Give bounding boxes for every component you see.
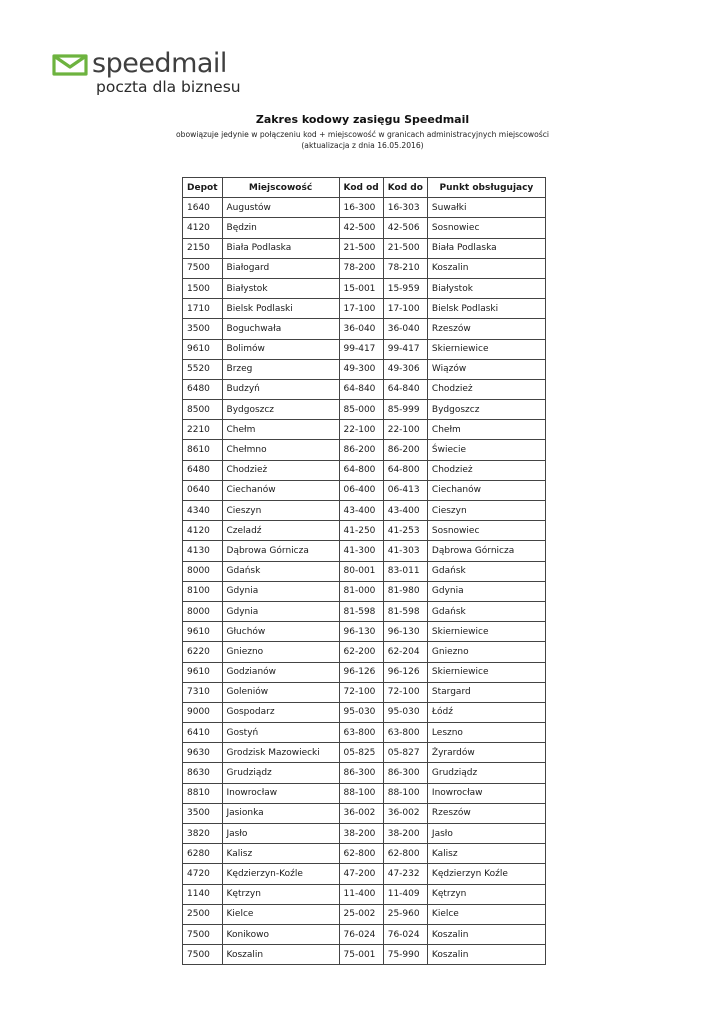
column-header-depot: Depot	[183, 178, 223, 198]
column-header-service-point: Punkt obsługujacy	[427, 178, 545, 198]
column-header-code-to: Kod do	[383, 178, 427, 198]
table-row	[183, 379, 546, 399]
code-to-cell: 43-400	[383, 501, 427, 521]
table-row	[183, 299, 546, 319]
city-cell: Bydgoszcz	[222, 400, 339, 420]
code-from-cell: 86-200	[339, 440, 383, 460]
service-point-cell: Wiązów	[427, 359, 545, 379]
code-from-cell: 25-002	[339, 904, 383, 924]
depot-cell: 6480	[183, 460, 223, 480]
city-cell: Gniezno	[222, 642, 339, 662]
code-from-cell: 81-598	[339, 601, 383, 621]
service-point-cell: Grudziądz	[427, 763, 545, 783]
code-to-cell: 49-306	[383, 359, 427, 379]
service-point-cell: Koszalin	[427, 924, 545, 944]
depot-cell: 4120	[183, 218, 223, 238]
table-row	[183, 278, 546, 298]
code-to-cell: 62-800	[383, 844, 427, 864]
table-row	[183, 198, 546, 218]
logo-tagline: poczta dla biznesu	[96, 78, 241, 96]
depot-cell: 9610	[183, 662, 223, 682]
service-point-cell: Sosnowiec	[427, 218, 545, 238]
table-row	[183, 824, 546, 844]
depot-cell: 7500	[183, 924, 223, 944]
code-from-cell: 47-200	[339, 864, 383, 884]
service-point-cell: Cieszyn	[427, 501, 545, 521]
code-to-cell: 64-800	[383, 460, 427, 480]
service-point-cell: Leszno	[427, 723, 545, 743]
update-date-note: (aktualizacja z dnia 16.05.2016)	[301, 141, 424, 150]
code-to-cell: 96-130	[383, 622, 427, 642]
table-row	[183, 662, 546, 682]
city-cell: Inowrocław	[222, 783, 339, 803]
depot-cell: 3820	[183, 824, 223, 844]
city-cell: Gostyń	[222, 723, 339, 743]
city-cell: Gdynia	[222, 581, 339, 601]
table-row	[183, 904, 546, 924]
table-row	[183, 440, 546, 460]
city-cell: Kielce	[222, 904, 339, 924]
service-point-cell: Dąbrowa Górnicza	[427, 541, 545, 561]
table-body	[183, 198, 546, 965]
table-row	[183, 601, 546, 621]
service-point-cell: Białystok	[427, 278, 545, 298]
code-from-cell: 49-300	[339, 359, 383, 379]
table-row	[183, 561, 546, 581]
city-cell: Grodzisk Mazowiecki	[222, 743, 339, 763]
depot-cell: 9610	[183, 622, 223, 642]
city-cell: Gdynia	[222, 601, 339, 621]
service-point-cell: Biała Podlaska	[427, 238, 545, 258]
table-row	[183, 642, 546, 662]
service-point-cell: Chodzież	[427, 379, 545, 399]
service-point-cell: Kielce	[427, 904, 545, 924]
code-to-cell: 63-800	[383, 723, 427, 743]
column-header-city: Miejscowość	[222, 178, 339, 198]
code-to-cell: 75-990	[383, 945, 427, 965]
service-point-cell: Koszalin	[427, 945, 545, 965]
table-row	[183, 803, 546, 823]
depot-cell: 7500	[183, 945, 223, 965]
depot-cell: 1500	[183, 278, 223, 298]
code-to-cell: 41-253	[383, 521, 427, 541]
code-from-cell: 62-200	[339, 642, 383, 662]
code-from-cell: 78-200	[339, 258, 383, 278]
code-from-cell: 41-250	[339, 521, 383, 541]
service-point-cell: Gdańsk	[427, 561, 545, 581]
city-cell: Chełm	[222, 420, 339, 440]
table-row	[183, 743, 546, 763]
depot-cell: 1710	[183, 299, 223, 319]
table-row	[183, 319, 546, 339]
table-header-row	[183, 178, 546, 198]
city-cell: Będzin	[222, 218, 339, 238]
service-point-cell: Kętrzyn	[427, 884, 545, 904]
service-point-cell: Świecie	[427, 440, 545, 460]
service-point-cell: Gdańsk	[427, 601, 545, 621]
code-to-cell: 17-100	[383, 299, 427, 319]
code-to-cell: 41-303	[383, 541, 427, 561]
code-from-cell: 76-024	[339, 924, 383, 944]
depot-cell: 8000	[183, 561, 223, 581]
code-to-cell: 99-417	[383, 339, 427, 359]
code-to-cell: 36-040	[383, 319, 427, 339]
table-row	[183, 400, 546, 420]
depot-cell: 2500	[183, 904, 223, 924]
code-to-cell: 15-959	[383, 278, 427, 298]
city-cell: Gdańsk	[222, 561, 339, 581]
code-from-cell: 86-300	[339, 763, 383, 783]
city-cell: Konikowo	[222, 924, 339, 944]
code-to-cell: 21-500	[383, 238, 427, 258]
city-cell: Boguchwała	[222, 319, 339, 339]
depot-cell: 9000	[183, 702, 223, 722]
depot-cell: 1140	[183, 884, 223, 904]
city-cell: Chełmno	[222, 440, 339, 460]
table-row	[183, 763, 546, 783]
service-point-cell: Inowrocław	[427, 783, 545, 803]
code-from-cell: 15-001	[339, 278, 383, 298]
service-point-cell: Rzeszów	[427, 803, 545, 823]
table-row	[183, 844, 546, 864]
city-cell: Chodzież	[222, 460, 339, 480]
depot-cell: 8630	[183, 763, 223, 783]
code-to-cell: 42-506	[383, 218, 427, 238]
city-cell: Czeladź	[222, 521, 339, 541]
city-cell: Białystok	[222, 278, 339, 298]
city-cell: Biała Podlaska	[222, 238, 339, 258]
code-from-cell: 99-417	[339, 339, 383, 359]
code-from-cell: 11-400	[339, 884, 383, 904]
code-from-cell: 81-000	[339, 581, 383, 601]
code-to-cell: 76-024	[383, 924, 427, 944]
table-row	[183, 501, 546, 521]
depot-cell: 4120	[183, 521, 223, 541]
logo-wordmark: speedmail	[92, 48, 227, 79]
service-point-cell: Ciechanów	[427, 480, 545, 500]
code-to-cell: 81-598	[383, 601, 427, 621]
service-point-cell: Bydgoszcz	[427, 400, 545, 420]
depot-cell: 6410	[183, 723, 223, 743]
code-from-cell: 43-400	[339, 501, 383, 521]
service-point-cell: Chodzież	[427, 460, 545, 480]
code-from-cell: 88-100	[339, 783, 383, 803]
column-header-code-from: Kod od	[339, 178, 383, 198]
city-cell: Goleniów	[222, 682, 339, 702]
document-heading	[0, 113, 725, 151]
code-to-cell: 36-002	[383, 803, 427, 823]
code-to-cell: 83-011	[383, 561, 427, 581]
service-point-cell: Bielsk Podlaski	[427, 299, 545, 319]
table-row	[183, 682, 546, 702]
depot-cell: 3500	[183, 319, 223, 339]
depot-cell: 0640	[183, 480, 223, 500]
depot-cell: 4720	[183, 864, 223, 884]
city-cell: Kętrzyn	[222, 884, 339, 904]
service-point-cell: Koszalin	[427, 258, 545, 278]
table-row	[183, 622, 546, 642]
table-row	[183, 420, 546, 440]
code-to-cell: 86-300	[383, 763, 427, 783]
city-cell: Jasionka	[222, 803, 339, 823]
depot-cell: 4340	[183, 501, 223, 521]
service-point-cell: Kędzierzyn Koźle	[427, 864, 545, 884]
service-point-cell: Skierniewice	[427, 339, 545, 359]
table-row	[183, 884, 546, 904]
code-to-cell: 05-827	[383, 743, 427, 763]
table-row	[183, 238, 546, 258]
table-row	[183, 581, 546, 601]
code-to-cell: 86-200	[383, 440, 427, 460]
depot-cell: 6480	[183, 379, 223, 399]
table-row	[183, 460, 546, 480]
code-from-cell: 96-130	[339, 622, 383, 642]
depot-cell: 7310	[183, 682, 223, 702]
document-title: Zakres kodowy zasięgu Speedmail	[255, 113, 470, 126]
depot-cell: 6220	[183, 642, 223, 662]
code-from-cell: 16-300	[339, 198, 383, 218]
code-from-cell: 64-800	[339, 460, 383, 480]
code-from-cell: 05-825	[339, 743, 383, 763]
table-row	[183, 218, 546, 238]
table-row	[183, 359, 546, 379]
depot-cell: 2210	[183, 420, 223, 440]
depot-cell: 9610	[183, 339, 223, 359]
table-row	[183, 945, 546, 965]
depot-cell: 5520	[183, 359, 223, 379]
service-point-cell: Skierniewice	[427, 662, 545, 682]
city-cell: Koszalin	[222, 945, 339, 965]
speedmail-logo	[52, 48, 252, 98]
table-row	[183, 541, 546, 561]
code-from-cell: 41-300	[339, 541, 383, 561]
city-cell: Ciechanów	[222, 480, 339, 500]
code-to-cell: 95-030	[383, 702, 427, 722]
code-to-cell: 85-999	[383, 400, 427, 420]
depot-cell: 3500	[183, 803, 223, 823]
city-cell: Jasło	[222, 824, 339, 844]
table-row	[183, 521, 546, 541]
code-from-cell: 63-800	[339, 723, 383, 743]
service-point-cell: Stargard	[427, 682, 545, 702]
table-row	[183, 480, 546, 500]
city-cell: Kędzierzyn-Koźle	[222, 864, 339, 884]
city-cell: Gospodarz	[222, 702, 339, 722]
code-from-cell: 42-500	[339, 218, 383, 238]
city-cell: Głuchów	[222, 622, 339, 642]
depot-cell: 4130	[183, 541, 223, 561]
code-from-cell: 06-400	[339, 480, 383, 500]
table-row	[183, 702, 546, 722]
code-from-cell: 38-200	[339, 824, 383, 844]
postal-code-table	[182, 177, 546, 965]
table-row	[183, 258, 546, 278]
city-cell: Cieszyn	[222, 501, 339, 521]
code-from-cell: 21-500	[339, 238, 383, 258]
depot-cell: 8500	[183, 400, 223, 420]
service-point-cell: Żyrardów	[427, 743, 545, 763]
depot-cell: 8000	[183, 601, 223, 621]
city-cell: Budzyń	[222, 379, 339, 399]
service-point-cell: Kalisz	[427, 844, 545, 864]
code-to-cell: 81-980	[383, 581, 427, 601]
code-from-cell: 96-126	[339, 662, 383, 682]
code-to-cell: 64-840	[383, 379, 427, 399]
depot-cell: 6280	[183, 844, 223, 864]
code-to-cell: 06-413	[383, 480, 427, 500]
city-cell: Dąbrowa Górnicza	[222, 541, 339, 561]
table-row	[183, 924, 546, 944]
code-from-cell: 64-840	[339, 379, 383, 399]
code-from-cell: 80-001	[339, 561, 383, 581]
code-to-cell: 72-100	[383, 682, 427, 702]
table-row	[183, 339, 546, 359]
code-from-cell: 17-100	[339, 299, 383, 319]
depot-cell: 8810	[183, 783, 223, 803]
depot-cell: 9630	[183, 743, 223, 763]
city-cell: Godzianów	[222, 662, 339, 682]
city-cell: Białogard	[222, 258, 339, 278]
code-to-cell: 16-303	[383, 198, 427, 218]
depot-cell: 8100	[183, 581, 223, 601]
code-from-cell: 36-002	[339, 803, 383, 823]
city-cell: Bielsk Podlaski	[222, 299, 339, 319]
city-cell: Augustów	[222, 198, 339, 218]
code-from-cell: 62-800	[339, 844, 383, 864]
code-from-cell: 85-000	[339, 400, 383, 420]
code-from-cell: 72-100	[339, 682, 383, 702]
table-row	[183, 783, 546, 803]
city-cell: Grudziądz	[222, 763, 339, 783]
depot-cell: 2150	[183, 238, 223, 258]
code-to-cell: 22-100	[383, 420, 427, 440]
service-point-cell: Gniezno	[427, 642, 545, 662]
service-point-cell: Łódź	[427, 702, 545, 722]
service-point-cell: Jasło	[427, 824, 545, 844]
code-from-cell: 22-100	[339, 420, 383, 440]
service-point-cell: Suwałki	[427, 198, 545, 218]
depot-cell: 1640	[183, 198, 223, 218]
code-from-cell: 95-030	[339, 702, 383, 722]
code-to-cell: 62-204	[383, 642, 427, 662]
service-point-cell: Rzeszów	[427, 319, 545, 339]
table-row	[183, 864, 546, 884]
code-from-cell: 36-040	[339, 319, 383, 339]
code-to-cell: 11-409	[383, 884, 427, 904]
city-cell: Brzeg	[222, 359, 339, 379]
service-point-cell: Chełm	[427, 420, 545, 440]
code-to-cell: 38-200	[383, 824, 427, 844]
table-row	[183, 723, 546, 743]
depot-cell: 8610	[183, 440, 223, 460]
city-cell: Kalisz	[222, 844, 339, 864]
document-subtitle: obowiązuje jedynie w połączeniu kod + miejscowość w granicach administracyjnych miejscowości	[176, 130, 549, 139]
depot-cell: 7500	[183, 258, 223, 278]
code-to-cell: 96-126	[383, 662, 427, 682]
code-from-cell: 75-001	[339, 945, 383, 965]
code-to-cell: 25-960	[383, 904, 427, 924]
city-cell: Bolimów	[222, 339, 339, 359]
service-point-cell: Skierniewice	[427, 622, 545, 642]
service-point-cell: Sosnowiec	[427, 521, 545, 541]
envelope-icon	[52, 54, 88, 76]
service-point-cell: Gdynia	[427, 581, 545, 601]
code-to-cell: 88-100	[383, 783, 427, 803]
code-to-cell: 78-210	[383, 258, 427, 278]
code-to-cell: 47-232	[383, 864, 427, 884]
